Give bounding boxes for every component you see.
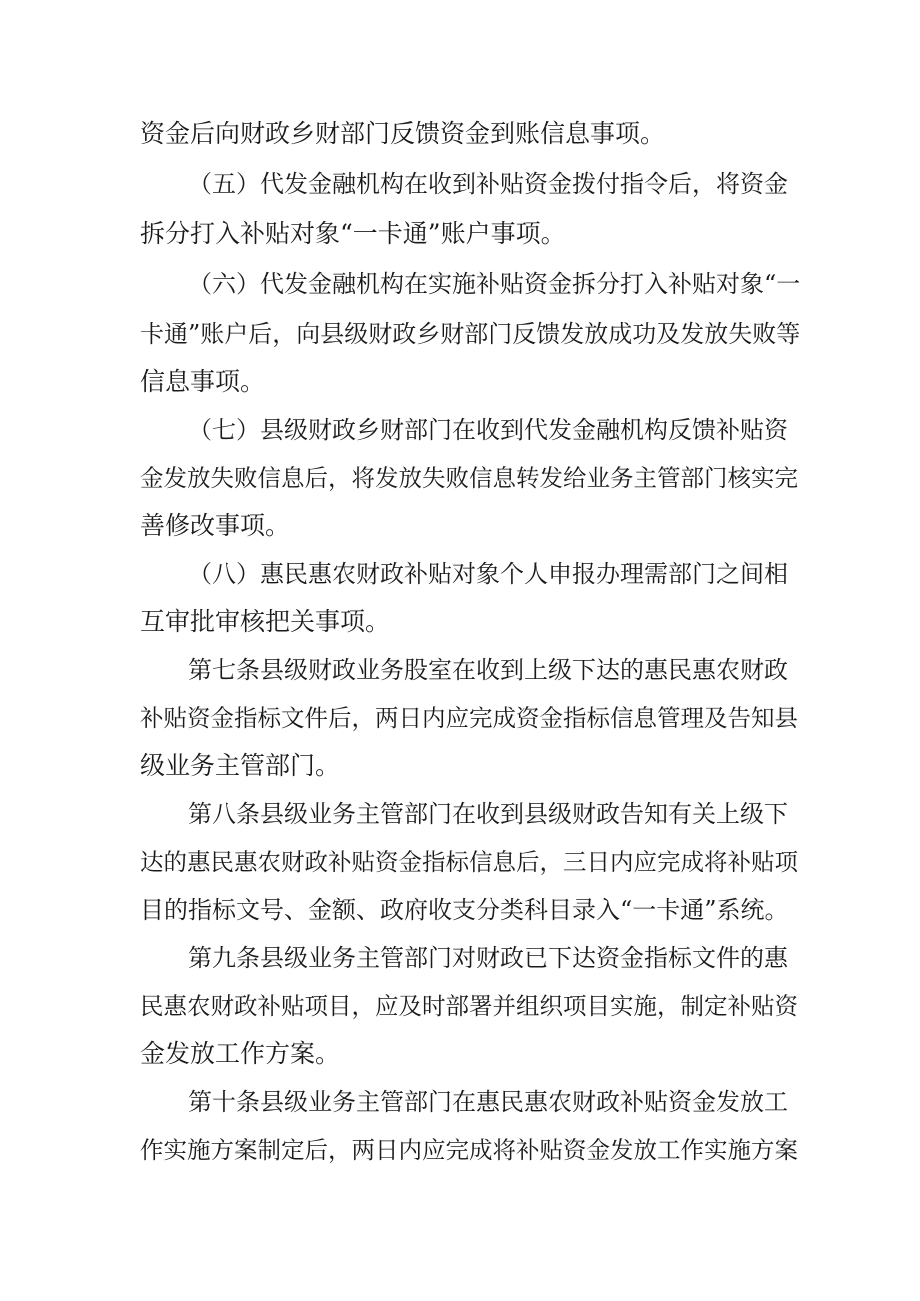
text-line: 金发放工作方案。 [140, 1039, 341, 1068]
text-line: 级业务主管部门。 [140, 751, 341, 780]
text-line: 民惠农财政补贴项目，应及时部署并组织项目实施，制定补贴资 [140, 992, 798, 1020]
text-line: 第八条县级业务主管部门在收到县级财政告知有关上级下 [188, 800, 788, 828]
text-line: （五）代发金融机构在收到补贴资金拨付指令后，将资金 [188, 170, 788, 198]
text-line: 作实施方案制定后，两日内应完成将补贴资金发放工作实施方案 [140, 1136, 798, 1164]
text-line: 第七条县级财政业务股室在收到上级下达的惠民惠农财政 [188, 656, 788, 684]
text-line: 补贴资金指标文件后，两日内应完成资金指标信息管理及告知县 [140, 704, 798, 732]
text-line: 第九条县级业务主管部门对财政已下达资金指标文件的惠 [188, 944, 788, 972]
text-line: 达的惠民惠农财政补贴资金指标信息后，三日内应完成将补贴项 [140, 848, 798, 876]
text-line: 资金后向财政乡财部门反馈资金到账信息事项。 [140, 119, 666, 148]
text-line: 第十条县级业务主管部门在惠民惠农财政补贴资金发放工 [188, 1088, 788, 1116]
text-line: （六）代发金融机构在实施补贴资金拆分打入补贴对象“一 [188, 270, 801, 298]
text-line: 卡通”账户后，向县级财政乡财部门反馈发放成功及发放失败等 [140, 320, 801, 348]
text-line: 信息事项。 [140, 367, 266, 396]
text-line: 拆分打入补贴对象“一卡通”账户事项。 [140, 219, 566, 248]
text-line: 金发放失败信息后，将发放失败信息转发给业务主管部门核实完 [140, 464, 798, 492]
text-line: （八）惠民惠农财政补贴对象个人申报办理需部门之间相 [188, 560, 788, 588]
text-line: （七）县级财政乡财部门在收到代发金融机构反馈补贴资 [188, 416, 788, 444]
text-line: 善修改事项。 [140, 511, 291, 540]
text-line: 互审批审核把关事项。 [140, 607, 391, 636]
text-line: 目的指标文号、金额、政府收支分类科目录入“一卡通”系统。 [140, 896, 789, 924]
